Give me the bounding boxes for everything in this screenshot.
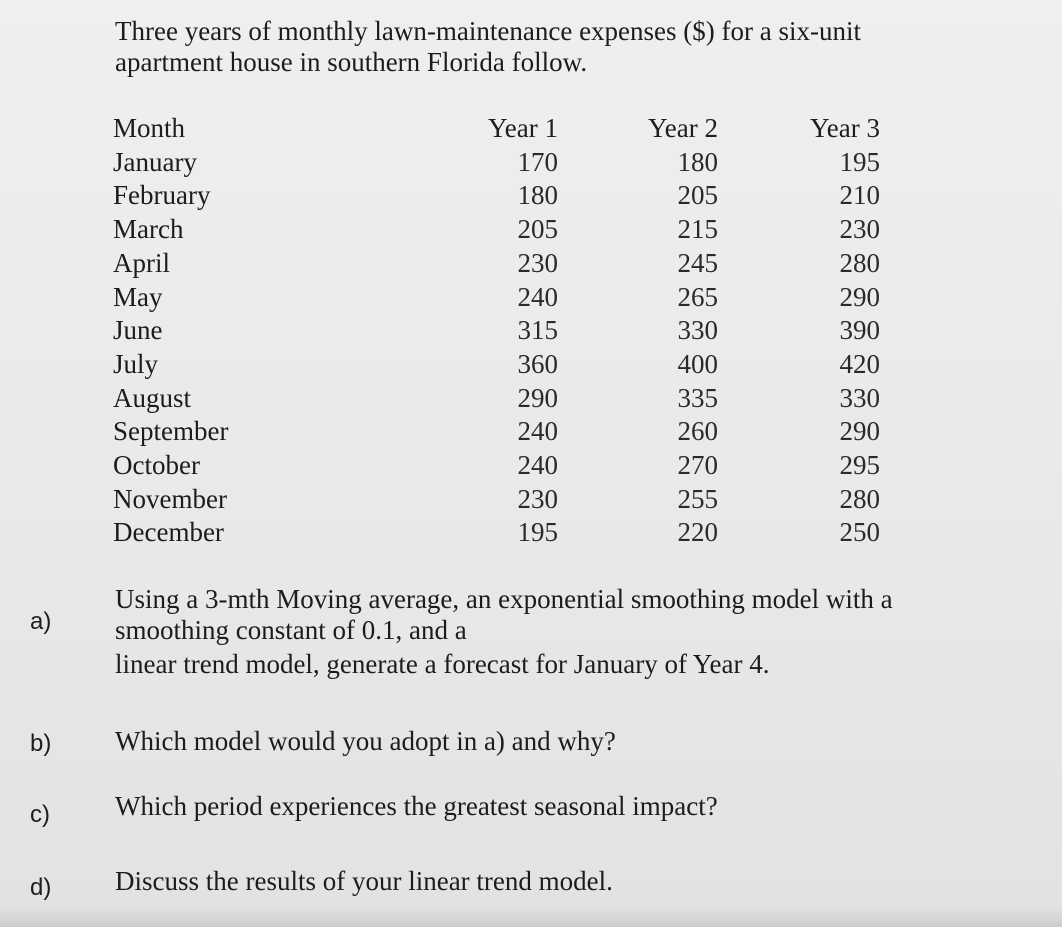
year-3-cell: 290 [839, 416, 880, 447]
table-row [113, 449, 880, 483]
month-cell: May [113, 281, 163, 312]
year-2-cell: 335 [677, 382, 718, 413]
question-letter: c) [30, 801, 50, 828]
year-3-cell: 295 [839, 450, 880, 481]
year-3-cell: 280 [839, 483, 880, 514]
month-cell: March [113, 214, 184, 245]
question-c-line-1: Which period experiences the greatest seasonal impact? [115, 791, 718, 821]
year-3-cell: 230 [839, 214, 880, 245]
year-3-cell: 280 [839, 247, 880, 278]
year-1-cell: 240 [517, 450, 558, 481]
year-2-cell: 330 [677, 315, 718, 346]
year-2-cell: 220 [677, 517, 718, 548]
year-2-cell: 260 [677, 416, 718, 447]
question-text [115, 724, 995, 758]
page-edge-shadow [0, 905, 1062, 927]
year-2-cell: 255 [677, 483, 718, 514]
month-cell: June [113, 315, 163, 346]
question-text [115, 864, 995, 898]
year-3-cell: 390 [839, 315, 880, 346]
intro-line-2: apartment house in southern Florida follow. [115, 47, 588, 77]
header-year-1: Year 1 [487, 113, 558, 143]
year-1-cell: 230 [517, 247, 558, 278]
intro-paragraph [115, 16, 975, 78]
year-2-cell: 205 [677, 180, 718, 211]
table-header-row [113, 112, 880, 146]
year-3-cell: 210 [839, 180, 880, 211]
month-cell: December [113, 517, 224, 548]
intro-line-1: Three years of monthly lawn-maintenance expenses ($) for a six-unit [115, 16, 861, 46]
year-1-cell: 240 [517, 416, 558, 447]
header-month: Month [113, 113, 186, 143]
table-row [113, 281, 880, 315]
question-b-line-1: Which model would you adopt in a) and why? [115, 726, 616, 756]
question-letter: d) [30, 874, 52, 901]
table-row [113, 415, 880, 449]
year-1-cell: 170 [517, 146, 558, 177]
year-1-cell: 290 [517, 382, 558, 413]
question-a-line-3: linear trend model, generate a forecast for January of Year 4. [115, 649, 770, 679]
table-row [113, 314, 880, 348]
year-3-cell: 290 [839, 281, 880, 312]
table-row [113, 382, 880, 416]
question-letter: b) [30, 730, 52, 757]
year-1-cell: 360 [517, 348, 558, 379]
expenses-table [113, 112, 880, 550]
table-row [113, 146, 880, 180]
year-1-cell: 180 [517, 180, 558, 211]
question-text [115, 789, 995, 823]
month-cell: April [113, 247, 170, 278]
table-row [113, 483, 880, 517]
year-1-cell: 195 [517, 517, 558, 548]
table-row [113, 516, 880, 550]
year-3-cell: 250 [839, 517, 880, 548]
year-3-cell: 195 [839, 146, 880, 177]
month-cell: August [113, 382, 192, 413]
table-row [113, 348, 880, 382]
year-1-cell: 315 [517, 315, 558, 346]
question-a-line-2: smoothing constant of 0.1, and a [115, 615, 467, 645]
year-1-cell: 240 [517, 281, 558, 312]
year-3-cell: 330 [839, 382, 880, 413]
year-2-cell: 180 [677, 146, 718, 177]
table-row [113, 179, 880, 213]
year-2-cell: 265 [677, 281, 718, 312]
year-2-cell: 245 [677, 247, 718, 278]
table-row [113, 213, 880, 247]
month-cell: February [113, 180, 211, 211]
header-year-3: Year 3 [809, 113, 880, 143]
question-d-line-1: Discuss the results of your linear trend model. [115, 866, 613, 896]
header-year-2: Year 2 [647, 113, 718, 143]
year-1-cell: 230 [517, 483, 558, 514]
year-2-cell: 215 [677, 214, 718, 245]
month-cell: January [113, 146, 197, 177]
question-text [115, 582, 995, 681]
question-letter: a) [30, 608, 52, 635]
year-3-cell: 420 [839, 348, 880, 379]
year-1-cell: 205 [517, 214, 558, 245]
month-cell: October [113, 450, 200, 481]
question-a-line-1: Using a 3-mth Moving average, an exponential smoothing model with a [115, 584, 893, 614]
table-row [113, 247, 880, 281]
month-cell: November [113, 483, 227, 514]
year-2-cell: 270 [677, 450, 718, 481]
month-cell: July [113, 348, 159, 379]
month-cell: September [113, 416, 229, 447]
year-2-cell: 400 [677, 348, 718, 379]
